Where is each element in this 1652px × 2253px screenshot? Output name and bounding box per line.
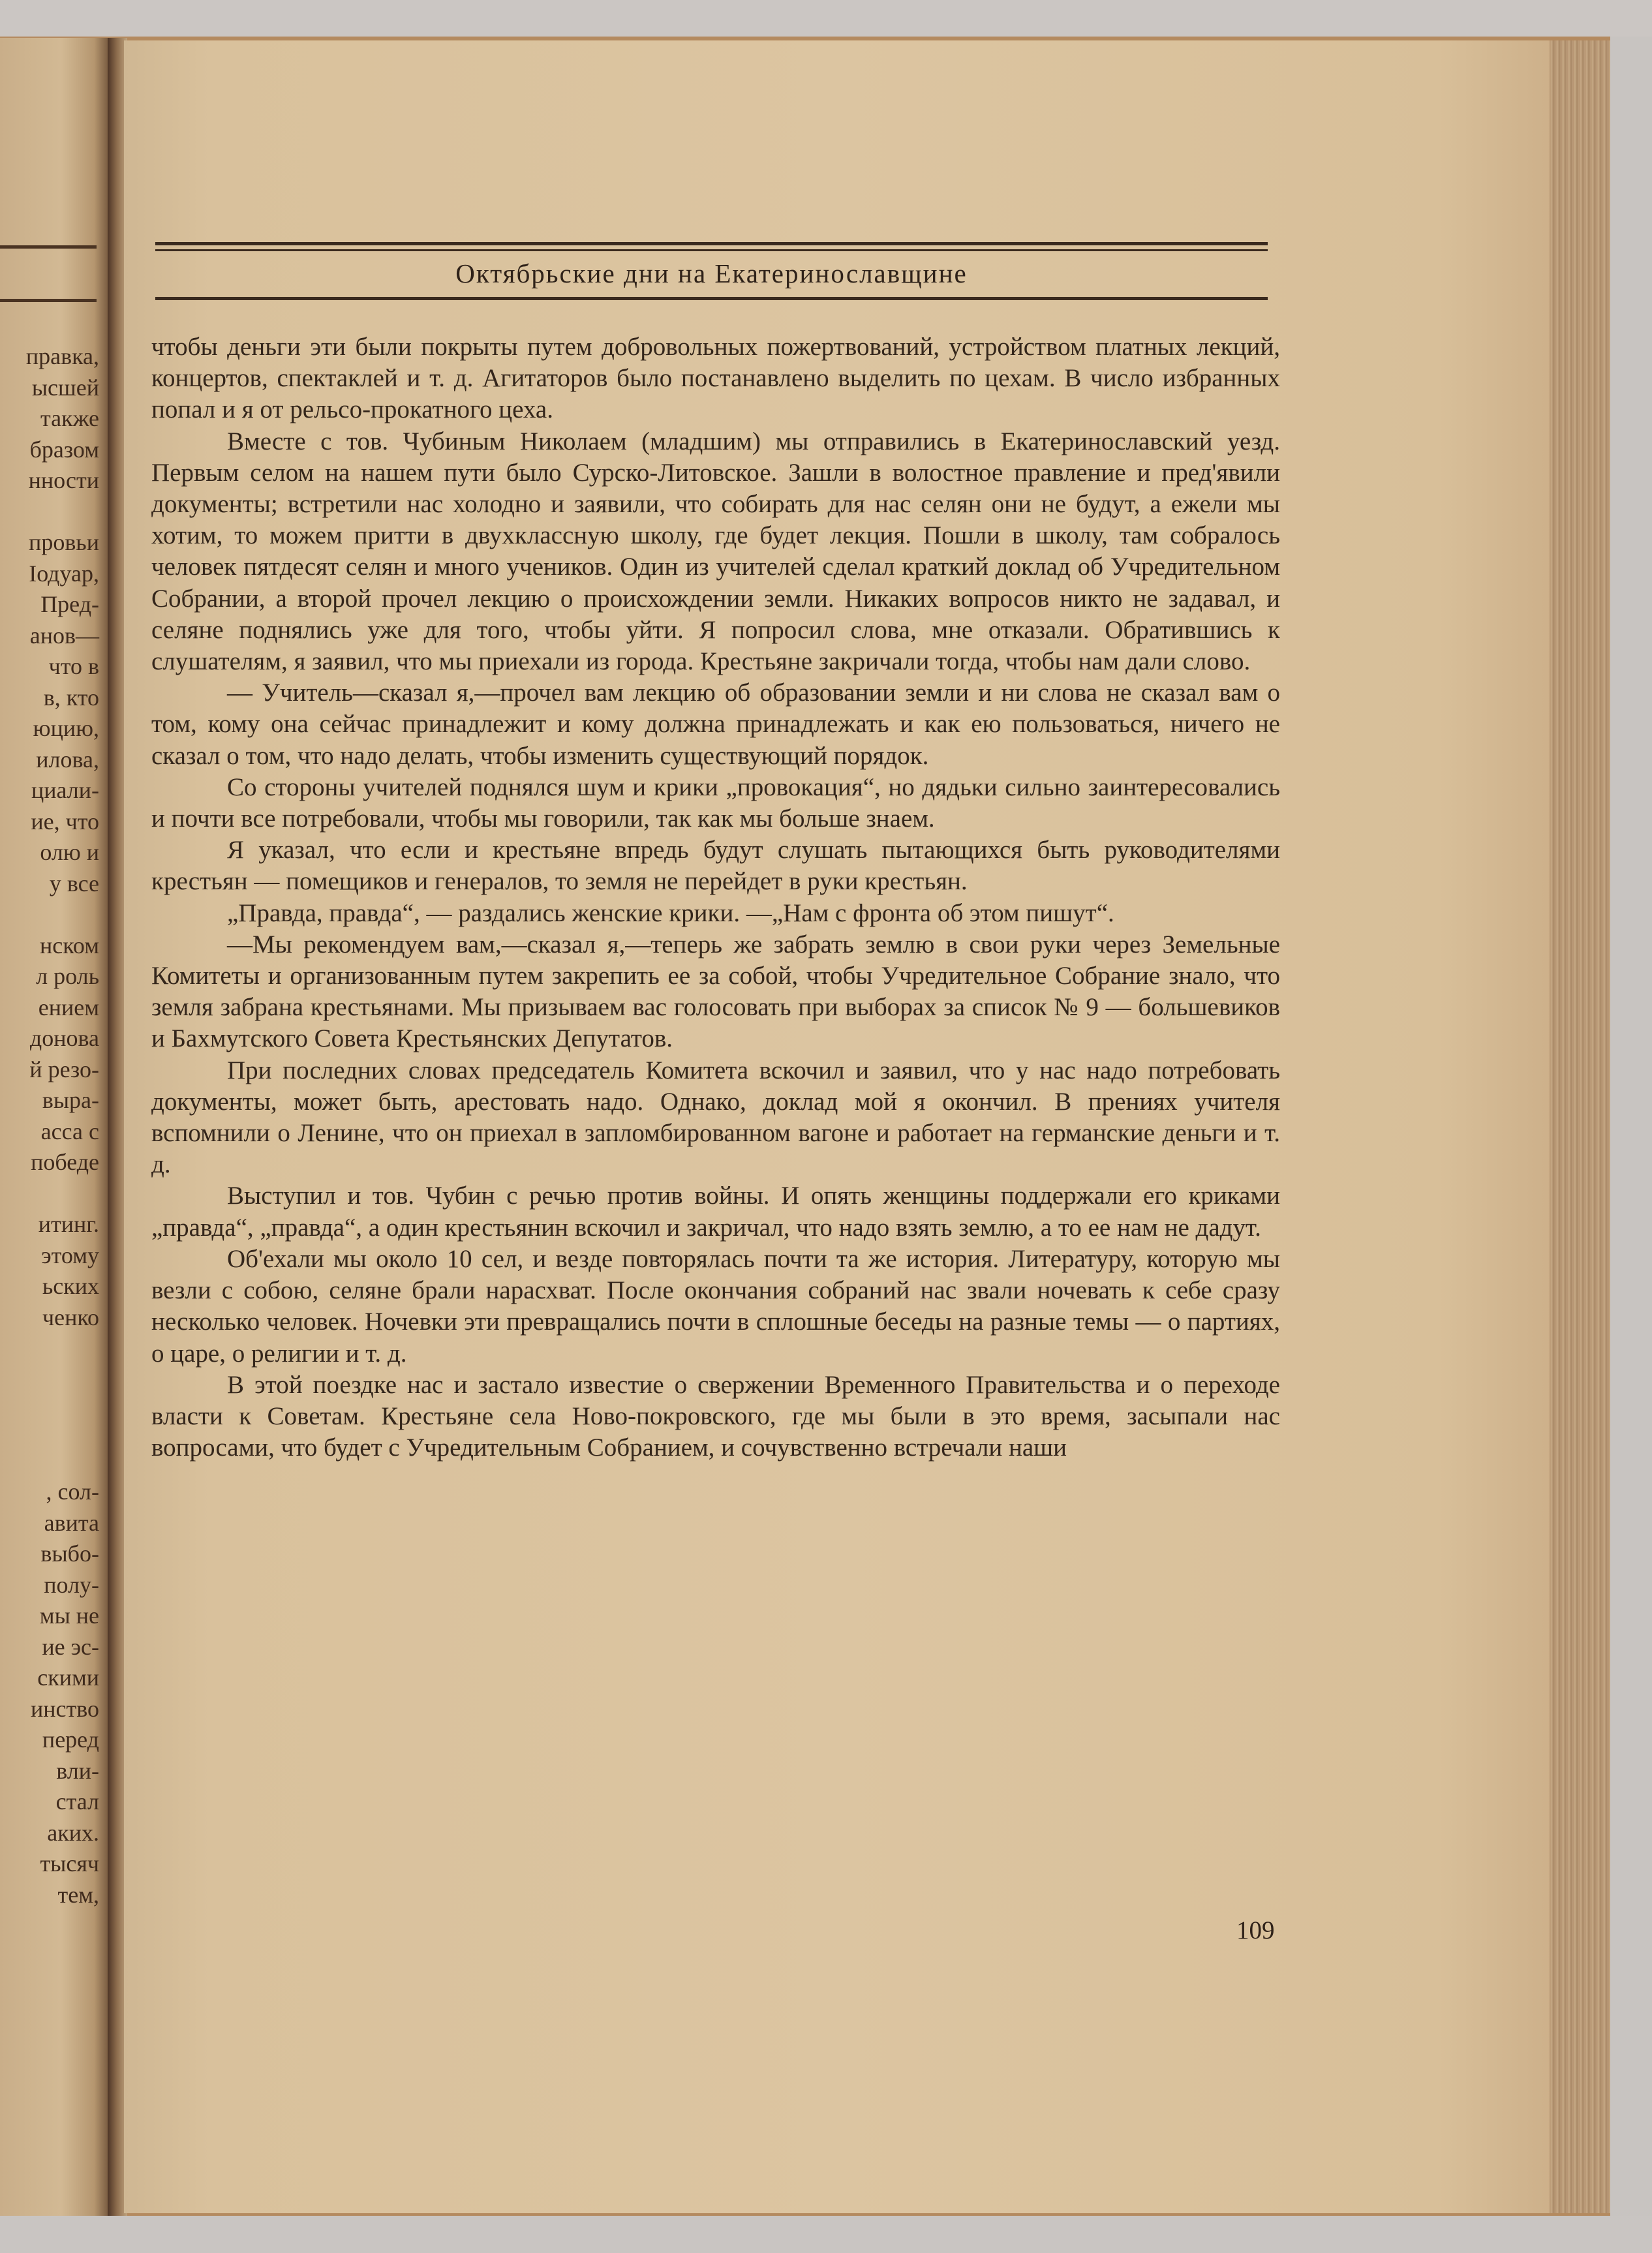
left-page-text-fragment: тысяч [40,1850,99,1877]
left-page-text-fragment: полу- [44,1571,99,1598]
paragraph: В этой поездке нас и застало известие о свержении Временного Правительства и о переходе власти к Советам. Крестьяне села Ново-покровского, где мы были в это время, засыпали нас вопросами, что будет с Учредительным Собранием, и сочувственно встречали наши [151,1370,1280,1462]
left-page-text-fragment: илова, [36,746,99,773]
header-rule [155,242,1268,245]
left-page-text-fragment: также [40,405,99,431]
paragraph: Со стороны учителей поднялся шум и крики „провокация“, но дядьки сильно заинтересовались и почти все потребовали, чтобы мы говорили, так как мы больше знаем. [151,773,1280,833]
left-page-text-fragment: бразом [29,436,99,463]
left-page-text-fragment: ысшей [31,374,99,401]
left-page-text-fragment: выбо- [40,1540,99,1567]
left-page-text-fragment: тем, [57,1881,99,1908]
paragraph: Об'ехали мы около 10 сел, и везде повторялась почти та же история. Литературу, которую мы везли с собою, селяне брали нарасхват. После окончания собраний нас звали ночевать к себе сразу несколько человек. Ночевки эти превращались почти в сплошные беседы на разные темы — о партиях, о царе, о религии и т. д. [151,1244,1280,1368]
left-page-text-fragments-bottom [1,1477,99,1910]
left-page-text-fragment: Іодуар, [29,560,99,587]
paragraph: Вместе с тов. Чубиным Николаем (младшим) мы отправились в Екатеринославский уезд. Первым селом на нашем пути было Сурско-Литовское. Зашли в волостное правление и пред'явили документы; встретили нас холодно и заявили, что собирать для нас селян они не будут, а ежели мы хотим, то можем притти в двухклассную школу, где будет лекция. Пошли в школу, там собралось человек пятдесят селян и много учеников. Один из учителей сделал краткий доклад об Учредительном Собрании, а второй прочел лекцию о происхождении земли. Никаких вопросов никто не задавал, и селяне поднялись уже для того, чтобы уйти. Я попросил слова, мне отказали. Обратившись к слушателям, я заявил, что мы приехали из города. Крестьяне закричали тогда, чтобы нам дали слово. [151,427,1280,676]
left-page-text-fragment: в, кто [43,684,99,711]
paragraph: Я указал, что если и крестьяне впредь будут слушать пытающихся быть руководителями крестьян — помещиков и генералов, то земля не перейдет в руки крестьян. [151,836,1280,896]
left-page-text-fragment: донова [29,1025,99,1051]
page-edges [1550,40,1610,2213]
left-page-text-fragment: ением [38,994,99,1020]
left-page-rule [0,299,97,302]
left-page-text-fragment: циали- [31,777,99,803]
left-page-text-fragment: ьских [42,1273,99,1299]
left-page-text-fragment [1,899,99,930]
left-page-text-fragment: анов— [29,622,99,649]
header-rule [155,297,1268,300]
body-text [151,331,1280,1464]
scan-background-bottom [0,2216,1652,2253]
scan-background-top [0,0,1652,39]
left-page-text-fragment: инство [31,1695,99,1722]
paragraph: Выступил и тов. Чубин с речью против войны. И опять женщины поддержали его криками „правда“, „правда“, а один крестьянин вскочил и закричал, что надо взять землю, а то ее нам не дадут. [151,1182,1280,1242]
left-page-text-fragment: Пред- [40,591,99,617]
left-page-text-fragment: ие, что [31,808,99,835]
left-page-rule [0,245,97,249]
scan-background-right [1610,37,1652,2253]
left-page-text-fragment: победе [31,1149,99,1175]
left-page-text-fragment: выра- [42,1087,99,1113]
paragraph: чтобы деньги эти были покрыты путем добровольных пожертвований, устройством платных лекций, концертов, спектаклей и т. д. Агитаторов было постанавлено выделить по цехам. В число избранных попал и я от рельсо-прокатного цеха. [151,333,1280,424]
left-page-text-fragment: провьи [29,529,99,555]
left-page-text-fragment: авита [44,1509,99,1536]
left-page-text-fragment: ие эс- [42,1633,99,1660]
left-page-text-fragment: ченко [42,1304,99,1330]
left-page [0,38,111,2217]
left-page-text-fragment: скими [37,1664,99,1691]
left-page-text-fragment: итинг. [38,1211,99,1237]
left-page-text-fragment: нности [28,467,99,493]
left-page-text-fragment: асса с [40,1118,99,1144]
running-header-title: Октябрьские дни на Екатеринославщине [455,258,968,288]
header-rule [155,249,1268,251]
left-page-text-fragment: у все [49,870,99,897]
left-page-text-fragment: стал [55,1788,99,1815]
left-page-text-fragment: перед [42,1726,99,1753]
left-page-text-fragment: аких. [47,1819,99,1846]
left-page-text-fragment: , сол- [46,1479,99,1505]
left-page-text-fragment [1,1178,99,1210]
paragraph: При последних словах председатель Комитета вскочил и заявил, что у нас надо потребовать документы, может быть, арестовать надо. Однако, доклад мой я окончил. В прениях учителя вспомнили о Ленине, что он приехал в запломбированном вагоне и работает на германские деньги и т. д. [151,1056,1280,1179]
paragraph: —Мы рекомендуем вам,—сказал я,—теперь же забрать землю в свои руки через Земельные Комитеты и организованным путем закрепить ее за собой, чтобы Учредительное Собрание знало, что земля забрана крестьянами. Мы призываем вас голосовать при выборах за список № 9 — большевиков и Бахмутского Совета Крестьянских Депутатов. [151,930,1280,1053]
left-page-text-fragment [1,497,99,528]
left-page-text-fragment: вли- [56,1757,99,1784]
left-page-text-fragment: й резо- [29,1056,99,1082]
paragraph: „Правда, правда“, — раздались женские крики. —„Нам с фронта об этом пишут“. [227,898,1114,927]
left-page-text-fragment: что в [48,653,99,679]
left-page-text-fragments-top [1,341,99,1333]
page-number: 109 [1236,1916,1275,1944]
left-page-text-fragment: олю и [40,839,99,865]
paragraph: — Учитель—сказал я,—прочел вам лекцию об образовании земли и ни слова не сказал вам о том, кому она сейчас принадлежит и кому должна принадлежать и как ею пользоваться, ничего не сказал о том, что надо делать, чтобы изменить существующий порядок. [151,679,1280,770]
left-page-text-fragment: мы не [39,1602,99,1629]
left-page-text-fragment: л роль [36,963,99,989]
left-page-text-fragment: юцию, [33,715,99,741]
left-page-text-fragment: нском [39,932,99,958]
left-page-text-fragment: правка, [25,343,99,369]
left-page-text-fragment: этому [41,1242,99,1268]
